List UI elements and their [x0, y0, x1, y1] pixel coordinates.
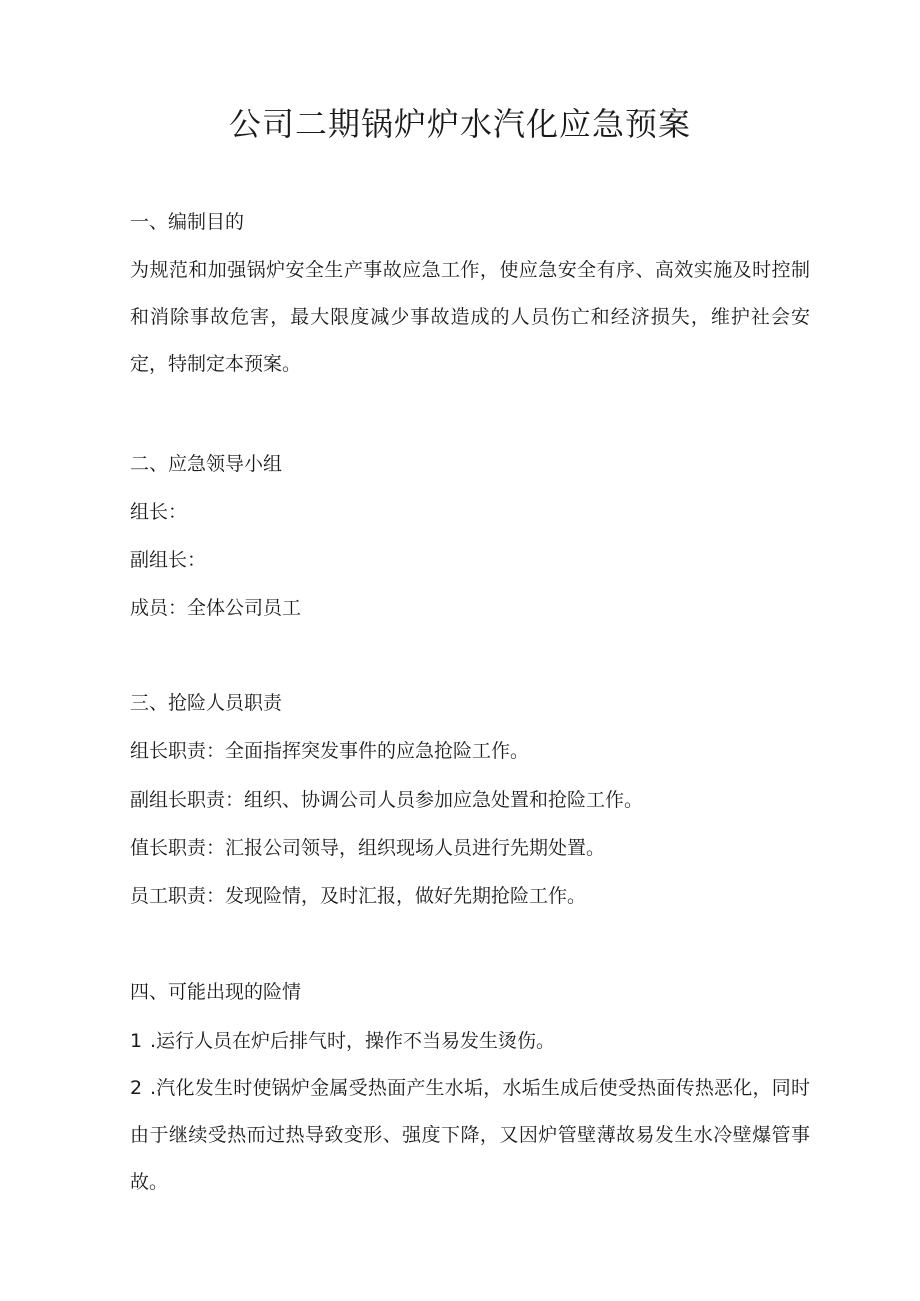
- leader-line: 组长：: [130, 501, 188, 523]
- members-line: 成员：全体公司员工: [130, 597, 302, 619]
- list-item: [130, 1017, 810, 1065]
- document-title: 公司二期锅炉炉水汽化应急预案: [228, 105, 691, 143]
- duty-line-shift-head: 值长职责：汇报公司领导，组织现场人员进行先期处置。: [130, 837, 606, 859]
- list-item: [130, 1065, 810, 1206]
- list-item-text: .汽化发生时使锅炉金属受热面产生水垢，水垢生成后使受热面传热恶化，同时由于继续受热而过热导致变形、强度下降，又因炉管壁薄故易发生水冷壁爆管事故。: [130, 1077, 810, 1193]
- section-1-paragraph: 为规范和加强锅炉安全生产事故应急工作，使应急安全有序、高效实施及时控制和消除事故危害，最大限度减少事故造成的人员伤亡和经济损失，维护社会安定，特制定本预案。: [130, 259, 810, 375]
- section-1-heading: 一、编制目的: [130, 211, 245, 233]
- section-4-heading: 四、可能出现的险情: [130, 981, 302, 1003]
- section-2-heading: 二、应急领导小组: [130, 453, 283, 475]
- duty-line-deputy: 副组长职责：组织、协调公司人员参加应急处置和抢险工作。: [130, 789, 644, 811]
- deputy-leader-line: 副组长：: [130, 549, 207, 571]
- list-item-number: 2: [130, 1077, 143, 1099]
- list-item-text: .运行人员在炉后排气时，操作不当易发生烫伤。: [150, 1030, 556, 1052]
- duty-line-staff: 员工职责：发现险情，及时汇报，做好先期抢险工作。: [130, 885, 587, 907]
- section-3-heading: 三、抢险人员职责: [130, 692, 283, 714]
- list-item-number: 1: [130, 1030, 143, 1052]
- duty-line-leader: 组长职责：全面指挥突发事件的应急抢险工作。: [130, 740, 530, 762]
